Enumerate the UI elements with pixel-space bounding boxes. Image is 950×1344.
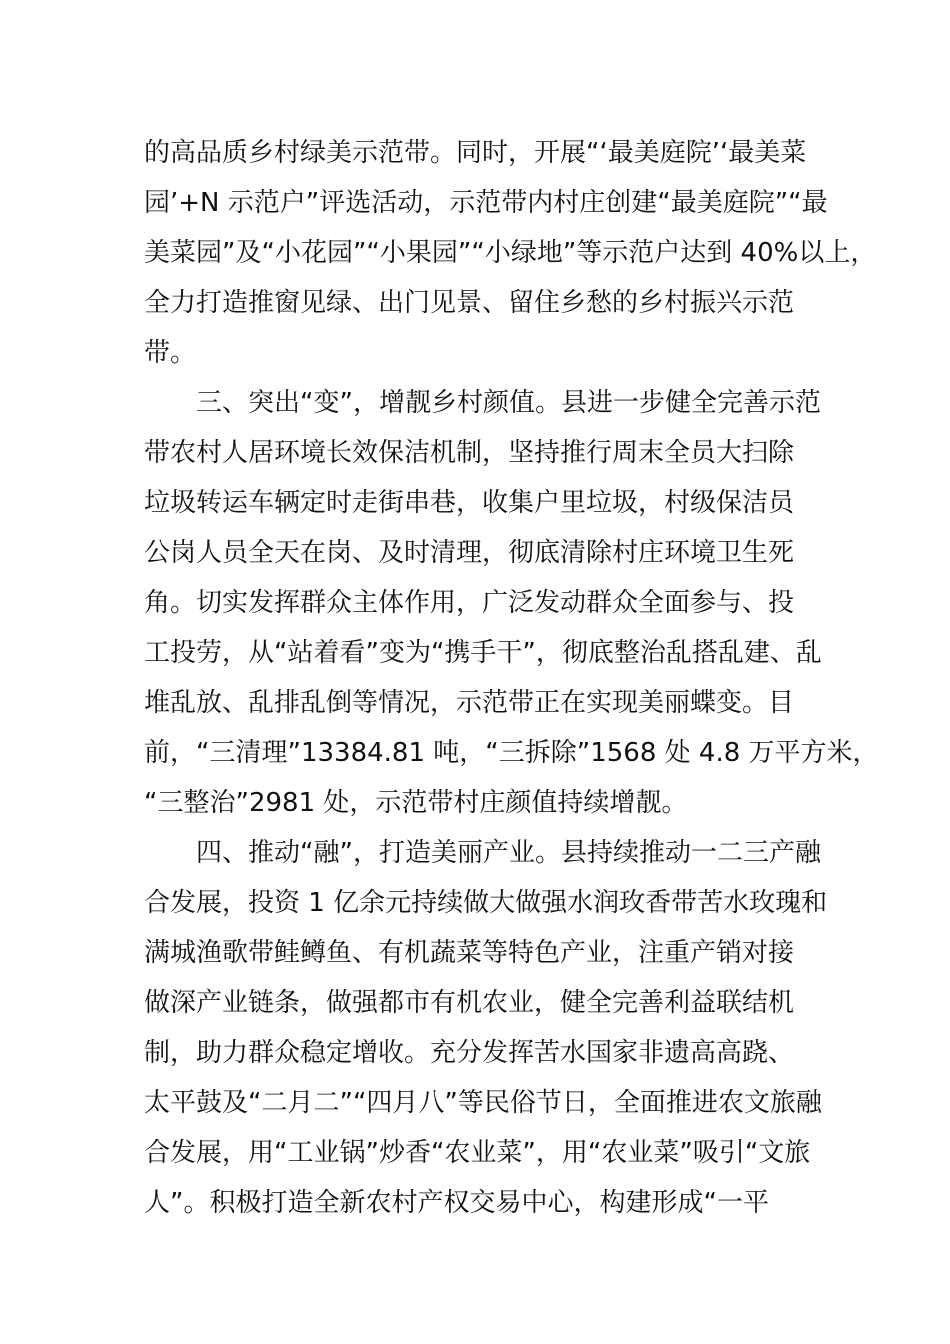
text-line: 公岗人员全天在岗、及时清理，彻底清除村庄环境卫生死 [144,538,795,568]
text-line: 制，助力群众稳定增收。充分发挥苦水国家非遗高高跷、 [144,1038,795,1068]
text-line: 园’+N 示范户”评选活动，示范带内村庄创建“最美庭院”“最 [144,188,828,218]
body-text [144,128,879,1228]
text-line: 满城渔歌带鲑鳟鱼、有机蔬菜等特色产业，注重产销对接 [144,938,795,968]
text-line: 堆乱放、乱排乱倒等情况，示范带正在实现美丽蝶变。目 [144,688,795,718]
text-line: “三整治”2981 处，示范带村庄颜值持续增靓。 [144,788,688,818]
text-line: 做深产业链条，做强都市有机农业，健全完善利益联结机 [144,988,795,1018]
text-line: 的高品质乡村绿美示范带。同时，开展“‘最美庭院’‘最美菜 [144,138,807,168]
text-line: 工投劳，从“站着看”变为“携手干”，彻底整治乱搭乱建、乱 [144,638,822,668]
text-line: 合发展，用“工业锅”炒香“农业菜”，用“农业菜”吸引“文旅 [144,1138,811,1168]
text-line: 角。切实发挥群众主体作用，广泛发动群众全面参与、投 [144,588,795,618]
text-line: 带。 [144,338,197,368]
text-line: 人”。积极打造全新农村产权交易中心，构建形成“一平 [144,1188,769,1218]
text-line: 带农村人居环境长效保洁机制，坚持推行周末全员大扫除 [144,438,795,468]
text-line: 全力打造推窗见绿、出门见景、留住乡愁的乡村振兴示范 [144,288,795,318]
text-line: 垃圾转运车辆定时走街串巷，收集户里垃圾，村级保洁员 [144,488,795,518]
text-line: 合发展，投资 1 亿余元持续做大做强水润玫香带苦水玫瑰和 [144,888,828,918]
section-four-heading-line: 四、推动“融”，打造美丽产业。县持续推动一二三产融 [144,838,821,868]
text-line: 太平鼓及“二月二”“四月八”等民俗节日，全面推进农文旅融 [144,1088,822,1118]
text-line: 美菜园”及“小花园”“小果园”“小绿地”等示范户达到 40%以上， [144,238,877,268]
text-line: 前，“三清理”13384.81 吨，“三拆除”1568 处 4.8 万平方米， [144,738,879,768]
section-three-heading-line: 三、突出“变”，增靓乡村颜值。县进一步健全完善示范 [144,388,821,418]
